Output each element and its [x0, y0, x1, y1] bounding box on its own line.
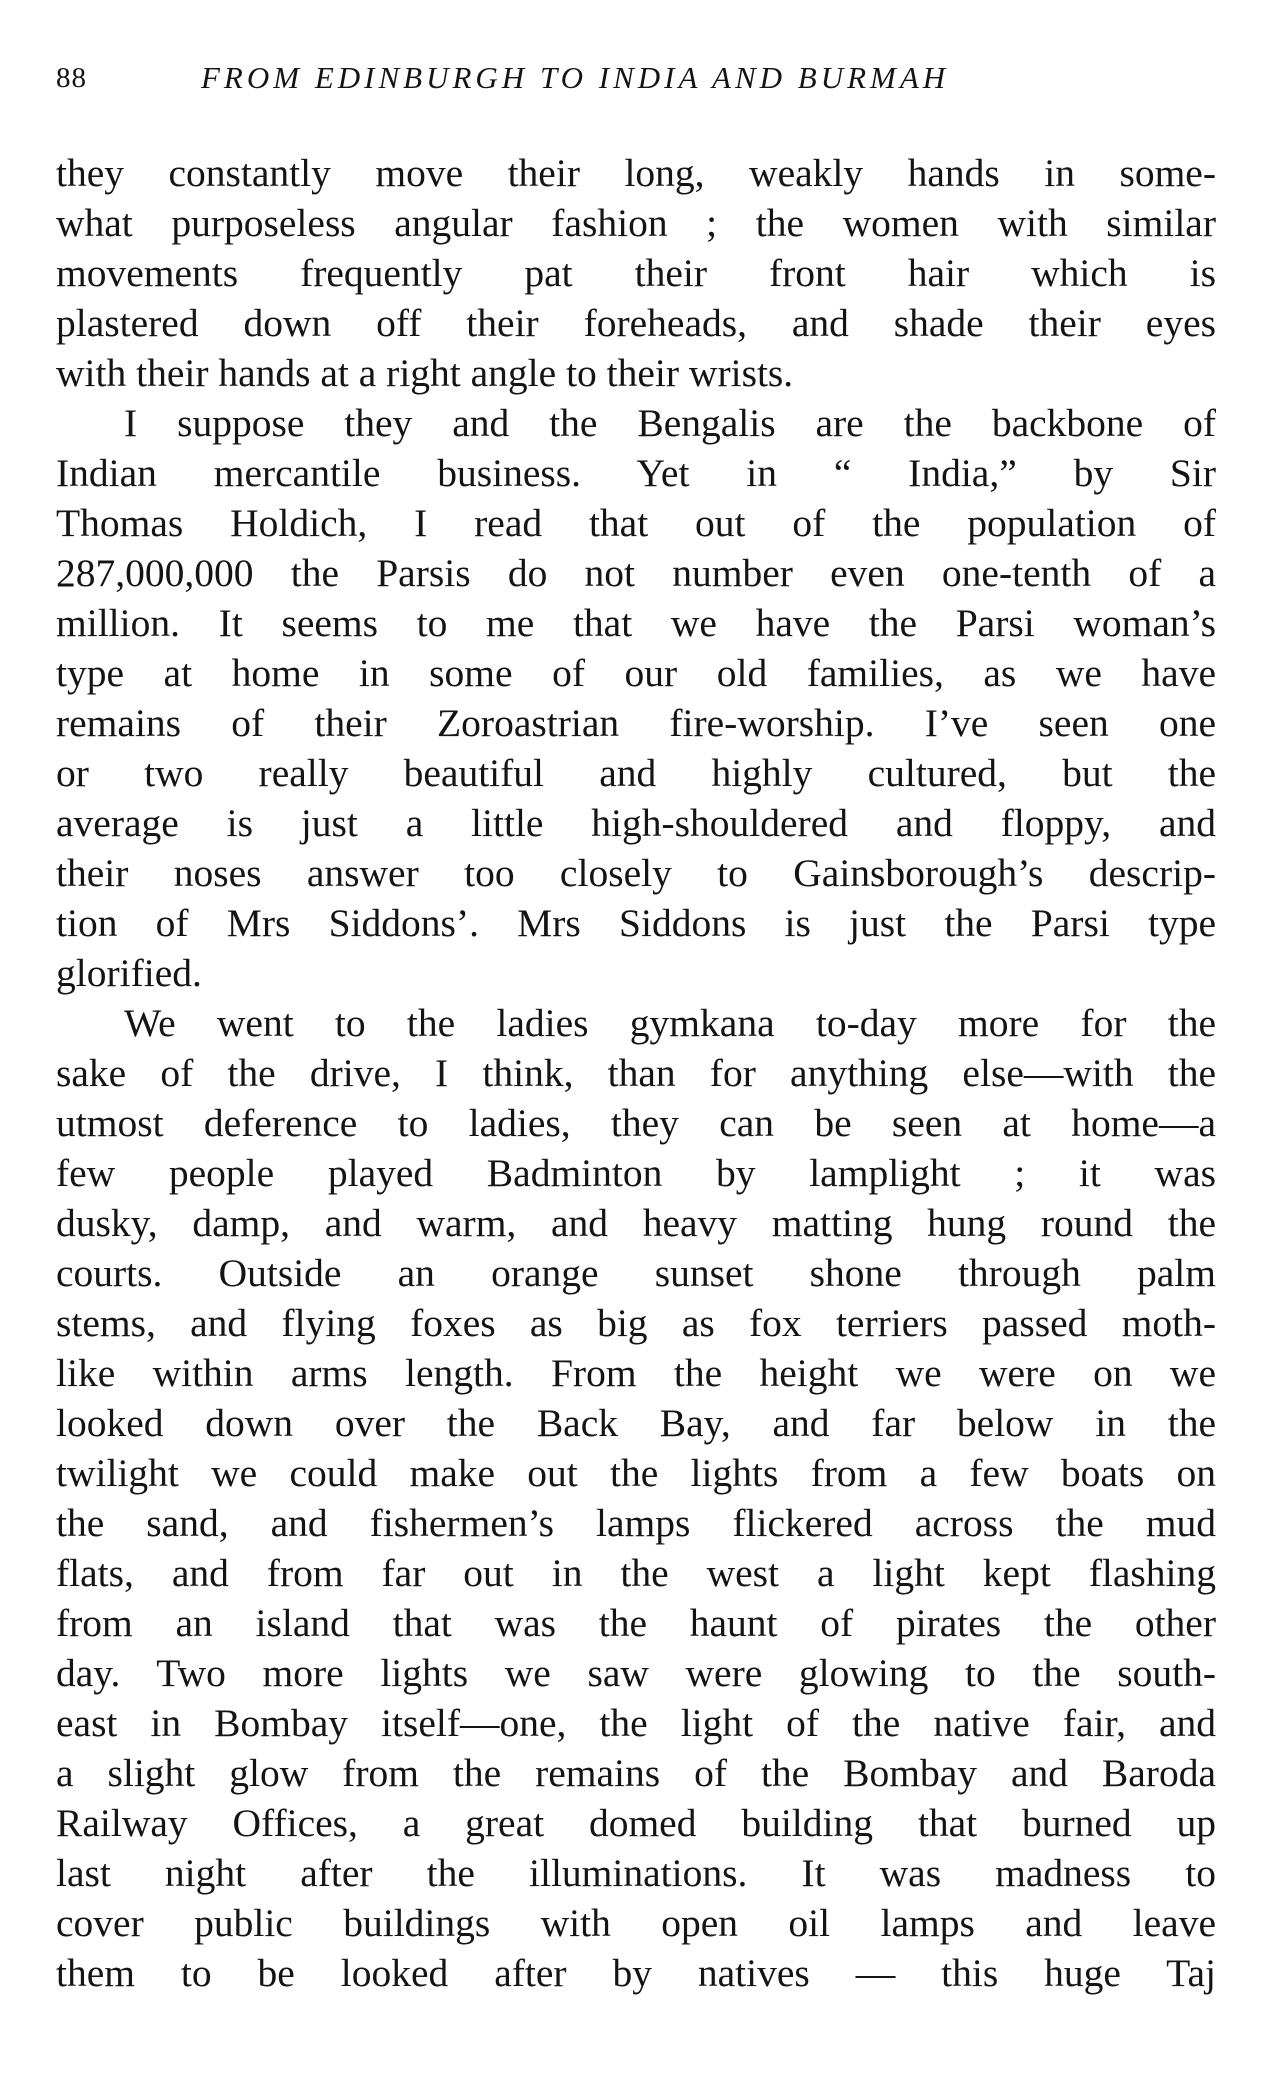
text-line: or two really beautiful and highly cultured, but the [56, 751, 1216, 795]
running-title: FROM EDINBURGH TO INDIA AND BURMAH [201, 60, 950, 95]
paragraph-first-line: We went to the ladies gymkana to-day more for the [124, 1001, 1216, 1045]
text-line: with their hands at a right angle to their wrists. [56, 351, 794, 395]
text-line: a slight glow from the remains of the Bombay and Baroda [56, 1751, 1216, 1795]
text-line: plastered down off their foreheads, and shade their eyes [56, 301, 1216, 345]
text-line: few people played Badminton by lamplight ; it was [56, 1151, 1216, 1195]
text-line: courts. Outside an orange sunset shone through palm [56, 1251, 1216, 1295]
text-line: sake of the drive, I think, than for anything else—with the [56, 1051, 1216, 1095]
text-line: what purposeless angular fashion ; the women with similar [56, 201, 1216, 245]
text-line: flats, and from far out in the west a light kept flashing [56, 1551, 1216, 1595]
text-line: twilight we could make out the lights from a few boats on [56, 1451, 1216, 1495]
text-line: utmost deference to ladies, they can be seen at home—a [56, 1101, 1216, 1145]
page-header [56, 62, 1215, 106]
text-line: 287,000,000 the Parsis do not number even one-tenth of a [56, 551, 1216, 595]
text-line: east in Bombay itself—one, the light of the native fair, and [56, 1701, 1216, 1745]
text-line: glorified. [56, 951, 202, 995]
text-line: cover public buildings with open oil lamps and leave [56, 1901, 1216, 1945]
text-line: they constantly move their long, weakly hands in some- [56, 151, 1216, 195]
text-line: their noses answer too closely to Gainsborough’s descrip- [56, 851, 1216, 895]
text-line: Indian mercantile business. Yet in “ India,” by Sir [56, 451, 1216, 495]
body-text [56, 148, 1216, 1998]
text-line: remains of their Zoroastrian fire-worship. I’ve seen one [56, 701, 1216, 745]
paragraph-first-line: I suppose they and the Bengalis are the backbone of [124, 401, 1216, 445]
text-line: type at home in some of our old families, as we have [56, 651, 1216, 695]
text-line: tion of Mrs Siddons’. Mrs Siddons is just the Parsi type [56, 901, 1216, 945]
text-line: them to be looked after by natives — this huge Taj [56, 1951, 1216, 1995]
text-line: dusky, damp, and warm, and heavy matting hung round the [56, 1201, 1216, 1245]
text-line: the sand, and fishermen’s lamps flickered across the mud [56, 1501, 1216, 1545]
text-line: last night after the illuminations. It was madness to [56, 1851, 1216, 1895]
text-line: Railway Offices, a great domed building that burned up [56, 1801, 1216, 1845]
text-line: stems, and flying foxes as big as fox terriers passed moth- [56, 1301, 1216, 1345]
text-line: like within arms length. From the height we were on we [56, 1351, 1216, 1395]
text-line: movements frequently pat their front hair which is [56, 251, 1216, 295]
text-line: from an island that was the haunt of pirates the other [56, 1601, 1216, 1645]
text-line: million. It seems to me that we have the Parsi woman’s [56, 601, 1216, 645]
text-line: Thomas Holdich, I read that out of the population of [56, 501, 1216, 545]
text-line: day. Two more lights we saw were glowing to the south- [56, 1651, 1216, 1695]
text-line: average is just a little high-shouldered and floppy, and [56, 801, 1216, 845]
page-number: 88 [56, 62, 87, 94]
text-line: looked down over the Back Bay, and far below in the [56, 1401, 1216, 1445]
